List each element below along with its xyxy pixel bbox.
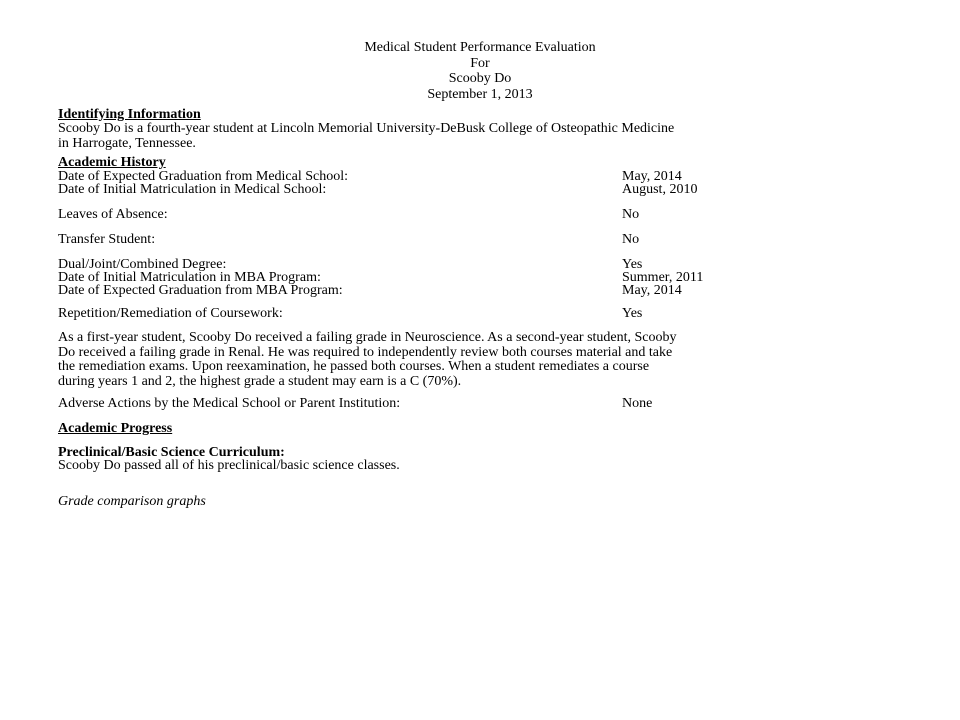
history-row-matriculation [58, 182, 878, 198]
row-value: None [622, 396, 653, 411]
row-label: Date of Expected Graduation from MBA Program: [58, 283, 343, 298]
remediation-line: during years 1 and 2, the highest grade a student may earn is a C (70%). [58, 373, 462, 389]
identifying-line: Scooby Do is a fourth-year student at Lincoln Memorial University-DeBusk College of Osteopathic Medicine [58, 121, 675, 136]
row-label: Leaves of Absence: [58, 207, 168, 222]
identifying-heading: Identifying Information [58, 107, 201, 122]
preclinical-text: Scooby Do passed all of his preclinical/basic science classes. [58, 458, 400, 473]
history-row-transfer [58, 232, 878, 248]
identifying-line: in Harrogate, Tennessee. [58, 135, 196, 151]
academic-history-heading: Academic History [58, 155, 166, 170]
row-label: Date of Initial Matriculation in Medical School: [58, 182, 327, 197]
academic-progress-heading: Academic Progress [58, 421, 173, 436]
header-for: For [470, 55, 490, 71]
document-title: Medical Student Performance Evaluation [364, 40, 596, 55]
remediation-paragraph [58, 331, 918, 389]
row-label: Dual/Joint/Combined Degree: [58, 257, 227, 272]
history-row-remediation [58, 306, 878, 322]
row-label: Transfer Student: [58, 232, 156, 247]
remediation-line: Do received a failing grade in Renal. He was required to independently review both courses material and take [58, 344, 673, 360]
document-header [0, 40, 960, 102]
preclinical-subheading: Preclinical/Basic Science Curriculum: [58, 445, 285, 460]
row-value: Yes [622, 257, 643, 272]
remediation-line: the remediation exams. Upon reexamination, he passed both courses. When a student remediates a course [58, 359, 650, 375]
row-value: May, 2014 [622, 169, 682, 184]
row-label: Adverse Actions by the Medical School or Parent Institution: [58, 396, 401, 411]
row-value: No [622, 232, 640, 247]
row-value: Summer, 2011 [622, 270, 704, 285]
remediation-line: As a first-year student, Scooby Do received a failing grade in Neuroscience. As a second-year student, Scooby [58, 330, 677, 345]
row-value: Yes [622, 306, 643, 321]
history-row-mba-graduation [58, 283, 878, 299]
history-row-leaves [58, 207, 878, 223]
student-name: Scooby Do [448, 71, 512, 86]
row-label: Repetition/Remediation of Coursework: [58, 306, 283, 321]
row-value: No [622, 207, 640, 222]
identifying-text [58, 122, 918, 151]
row-value: May, 2014 [622, 283, 682, 298]
row-value: August, 2010 [622, 182, 698, 197]
history-row-adverse-actions [58, 396, 878, 412]
row-label: Date of Initial Matriculation in MBA Program: [58, 270, 321, 285]
grade-graphs-note: Grade comparison graphs [58, 494, 206, 509]
document-date: September 1, 2013 [427, 86, 533, 102]
row-label: Date of Expected Graduation from Medical School: [58, 169, 349, 184]
